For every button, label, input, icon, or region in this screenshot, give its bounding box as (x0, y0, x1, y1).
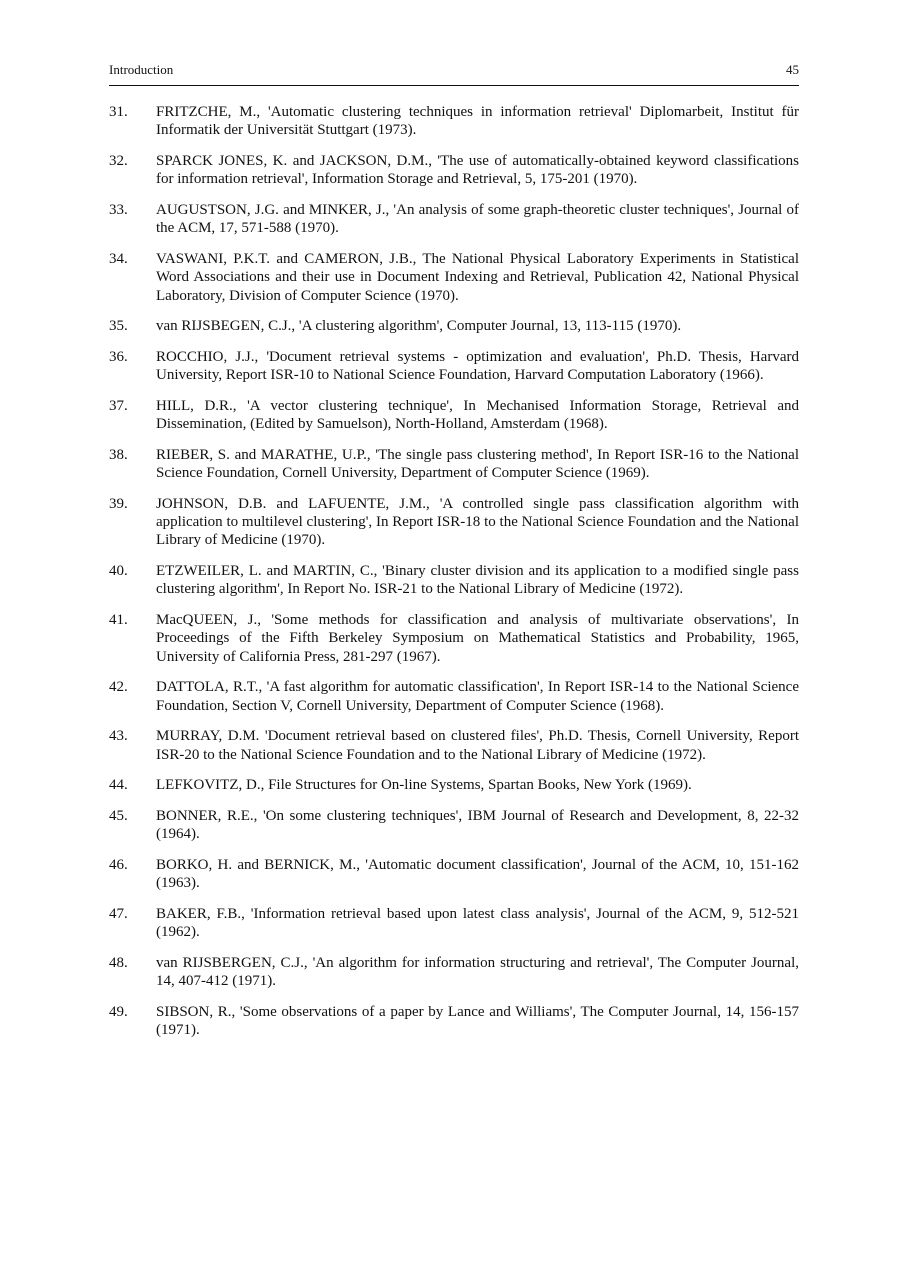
running-header (109, 62, 799, 86)
reference-item (109, 103, 799, 140)
reference-text: MURRAY, D.M. 'Document retrieval based on clustered files', Ph.D. Thesis, Cornell University, Report ISR-20 to the National Science Foundation and to the National Library of Medicine (1972). (156, 728, 799, 763)
reference-number: 36. (109, 348, 128, 365)
reference-item (109, 250, 799, 305)
reference-item (109, 348, 799, 385)
reference-number: 35. (109, 318, 128, 335)
reference-number: 49. (109, 1004, 128, 1021)
reference-item (109, 317, 799, 335)
document-page (109, 62, 799, 1052)
reference-text: RIEBER, S. and MARATHE, U.P., 'The single pass clustering method', In Report ISR-16 to the National Science Foundation, Cornell University, Department of Computer Science (1969). (156, 446, 799, 482)
reference-text: van RIJSBERGEN, C.J., 'An algorithm for information structuring and retrieval', The Computer Journal, 14, 407-412 (1971). (156, 955, 799, 990)
reference-text: HILL, D.R., 'A vector clustering technique', In Mechanised Information Storage, Retrieval and Dissemination, (Edited by Samuelson), North-Holland, Amsterdam (1968). (156, 397, 799, 433)
reference-item (109, 1003, 799, 1040)
reference-item (109, 201, 799, 238)
reference-item (109, 954, 799, 991)
reference-number: 40. (109, 563, 128, 580)
reference-text: AUGUSTSON, J.G. and MINKER, J., 'An analysis of some graph-theoretic cluster techniques', Journal of the ACM, 17, 571-588 (1970). (156, 201, 799, 237)
reference-number: 34. (109, 250, 128, 267)
reference-item (109, 856, 799, 893)
page-number: 45 (786, 62, 799, 77)
reference-number: 38. (109, 446, 128, 463)
reference-text: van RIJSBEGEN, C.J., 'A clustering algorithm', Computer Journal, 13, 113-115 (1970). (156, 318, 682, 335)
reference-item (109, 446, 799, 483)
section-title: Introduction (109, 62, 174, 77)
reference-number: 43. (109, 728, 128, 745)
reference-number: 42. (109, 679, 128, 696)
reference-item (109, 152, 799, 189)
reference-item (109, 807, 799, 844)
reference-text: SPARCK JONES, K. and JACKSON, D.M., 'The use of automatically-obtained keyword classifications for information retrieval', Information Storage and Retrieval, 5, 175-201 (1970). (156, 152, 799, 188)
reference-text: LEFKOVITZ, D., File Structures for On-line Systems, Spartan Books, New York (1969). (156, 777, 692, 794)
reference-text: VASWANI, P.K.T. and CAMERON, J.B., The National Physical Laboratory Experiments in Statistical Word Associations and their use in Document Indexing and Retrieval, Publication 42, National Physical Laboratory, Division of Computer Science (1970). (156, 250, 799, 304)
reference-text: JOHNSON, D.B. and LAFUENTE, J.M., 'A controlled single pass classification algorithm with application to multilevel clustering', In Report ISR-18 to the National Science Foundation and the National Library of Medicine (1970). (156, 495, 799, 549)
reference-number: 39. (109, 495, 128, 512)
reference-text: SIBSON, R., 'Some observations of a paper by Lance and Williams', The Computer Journal, 14, 156-157 (1971). (156, 1004, 799, 1039)
reference-text: MacQUEEN, J., 'Some methods for classification and analysis of multivariate observations', In Proceedings of the Fifth Berkeley Symposium on Mathematical Statistics and Probability, 1965, University of California Press, 281-297 (1967). (156, 612, 799, 665)
reference-list (109, 103, 799, 1040)
reference-item (109, 562, 799, 599)
reference-number: 45. (109, 808, 128, 825)
reference-text: BORKO, H. and BERNICK, M., 'Automatic document classification', Journal of the ACM, 10, 151-162 (1963). (156, 857, 799, 892)
reference-number: 47. (109, 906, 128, 923)
reference-item (109, 727, 799, 764)
reference-item (109, 678, 799, 715)
reference-text: FRITZCHE, M., 'Automatic clustering techniques in information retrieval' Diplomarbeit, Institut für Informatik der Universität Stuttgart (1973). (156, 104, 799, 139)
reference-number: 32. (109, 152, 128, 169)
reference-number: 46. (109, 857, 128, 874)
reference-item (109, 611, 799, 666)
reference-number: 37. (109, 397, 128, 414)
reference-item (109, 495, 799, 550)
reference-text: DATTOLA, R.T., 'A fast algorithm for automatic classification', In Report ISR-14 to the National Science Foundation, Section V, Cornell University, Department of Computer Science (1968). (156, 679, 799, 714)
reference-text: BAKER, F.B., 'Information retrieval based upon latest class analysis', Journal of the ACM, 9, 512-521 (1962). (156, 906, 799, 941)
reference-item (109, 776, 799, 794)
reference-item (109, 397, 799, 434)
reference-item (109, 905, 799, 942)
reference-number: 33. (109, 201, 128, 218)
reference-text: ROCCHIO, J.J., 'Document retrieval systems - optimization and evaluation', Ph.D. Thesis, Harvard University, Report ISR-10 to National Science Foundation, Harvard Computation Laboratory (1966). (156, 348, 799, 384)
reference-number: 48. (109, 955, 128, 972)
reference-number: 44. (109, 777, 128, 794)
reference-number: 31. (109, 104, 128, 120)
reference-text: ETZWEILER, L. and MARTIN, C., 'Binary cluster division and its application to a modified single pass clustering algorithm', In Report No. ISR-21 to the National Library of Medicine (1972). (156, 563, 799, 598)
reference-number: 41. (109, 612, 128, 629)
reference-text: BONNER, R.E., 'On some clustering techniques', IBM Journal of Research and Development, 8, 22-32 (1964). (156, 808, 799, 843)
